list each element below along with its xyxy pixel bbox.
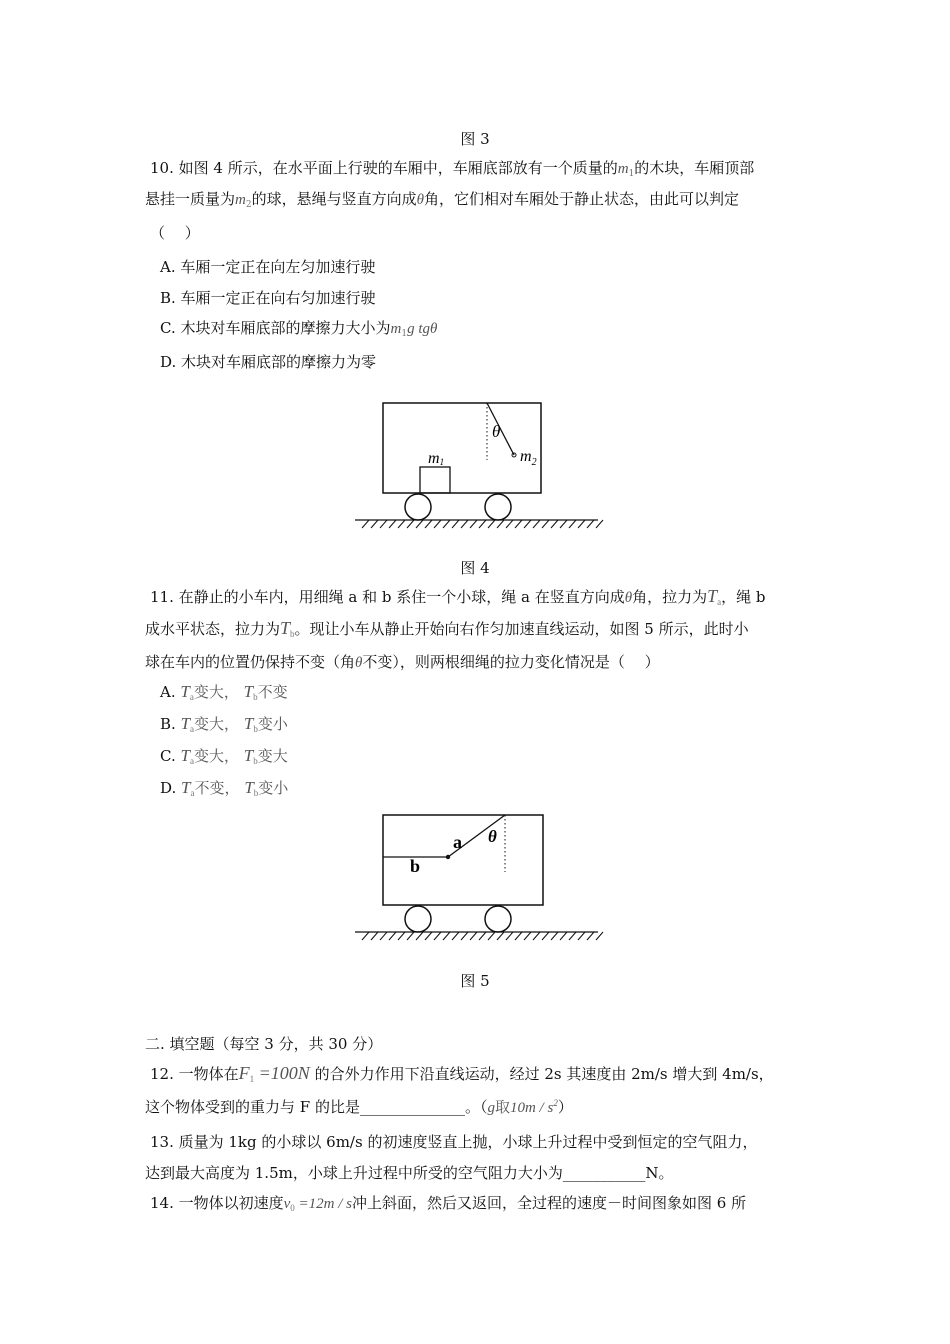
fig5-label-b: b bbox=[410, 856, 421, 876]
q11-d-ta: $T_a$ bbox=[181, 778, 195, 798]
hatch-line bbox=[398, 520, 405, 528]
q14-text-1a: 14. 一物体以初速度 bbox=[150, 1194, 284, 1212]
q11-b-ta: $T_a$ bbox=[180, 714, 195, 734]
fig5-label-a: a bbox=[453, 832, 462, 852]
q10-m1-sub: 1 bbox=[628, 169, 635, 179]
q11-b-letter: B. bbox=[160, 715, 176, 733]
question-10-line-1 bbox=[150, 157, 754, 179]
q11-d-1: 不变， bbox=[194, 779, 240, 797]
hatch-line bbox=[542, 520, 549, 528]
hatch-line bbox=[560, 932, 567, 940]
q11-text-3a: 球在车内的位置仍保持不变（角 bbox=[145, 653, 356, 671]
fig4-block bbox=[420, 467, 450, 493]
hatch-line bbox=[551, 932, 558, 940]
hatch-line bbox=[587, 932, 594, 940]
hatch-line bbox=[407, 520, 414, 528]
hatch-line bbox=[371, 932, 378, 940]
hatch-line bbox=[569, 932, 576, 940]
q12-text-2b: 取 bbox=[494, 1098, 510, 1116]
hatch-line bbox=[470, 520, 477, 528]
hatch-line bbox=[479, 520, 486, 528]
hatch-line bbox=[551, 520, 558, 528]
q10-option-c-sub: 1 bbox=[401, 329, 408, 339]
q11-c-ta: $T_a$ bbox=[180, 746, 194, 766]
q12-text-2c: ） bbox=[557, 1098, 573, 1116]
fig4-theta-label: θ bbox=[492, 422, 501, 441]
q10-m2: m bbox=[235, 192, 246, 208]
q12-g-sup: 2 bbox=[553, 1098, 558, 1108]
q10-text-1b: 的木块，车厢顶部 bbox=[634, 159, 755, 177]
q11-c-2: 变大 bbox=[257, 747, 288, 765]
q11-d-2: 变小 bbox=[258, 779, 289, 797]
fig4-m2-label bbox=[520, 448, 537, 468]
q12-g: g bbox=[487, 1100, 495, 1116]
q11-a-letter: A. bbox=[160, 683, 176, 701]
hatch-line bbox=[452, 932, 459, 940]
fig4-wheel-left bbox=[405, 494, 431, 520]
hatch-line bbox=[434, 932, 441, 940]
q10-option-c-expr: g tgθ bbox=[407, 321, 438, 337]
fig5-wheel-left bbox=[405, 906, 431, 932]
hatch-line bbox=[380, 932, 387, 940]
q11-text-1c: ，绳 b bbox=[721, 588, 766, 606]
q11-b-tb: $T_b$ bbox=[243, 714, 258, 734]
q10-option-d: D. 木块对车厢底部的摩擦力为零 bbox=[160, 353, 377, 371]
fig4-ground-hatch bbox=[362, 520, 603, 528]
q11-theta-2: θ bbox=[355, 655, 363, 671]
q11-c-1: 变大， bbox=[193, 747, 239, 765]
hatch-line bbox=[416, 932, 423, 940]
fig4-m1-main: m bbox=[428, 450, 440, 467]
q10-m1: m bbox=[617, 161, 629, 177]
hatch-line bbox=[596, 520, 603, 528]
q12-f-value: =100N bbox=[258, 1063, 310, 1083]
q11-a-1: 变大， bbox=[193, 683, 239, 701]
q14-text-1b: 冲上斜面，然后又返回，全过程的速度－时间图象如图 6 所 bbox=[352, 1194, 747, 1212]
q12-text-1a: 12. 一物体在 bbox=[150, 1065, 239, 1083]
q12-text-1b: 的合外力作用下沿直线运动，经过 2s 其速度由 2m/s 增大到 4m/s， bbox=[314, 1065, 774, 1083]
hatch-line bbox=[452, 520, 459, 528]
q12-g-value bbox=[510, 1100, 558, 1116]
q11-text-1b: 角，拉力为 bbox=[632, 588, 708, 606]
hatch-line bbox=[578, 520, 585, 528]
hatch-line bbox=[470, 932, 477, 940]
hatch-line bbox=[479, 932, 486, 940]
hatch-line bbox=[389, 932, 396, 940]
fig4-m1-label bbox=[428, 450, 444, 467]
question-13-line-2: 达到最大高度为 1.5m，小球上升过程中所受的空气阻力大小为___________N。 bbox=[145, 1164, 674, 1182]
hatch-line bbox=[380, 520, 387, 528]
q10-option-c-m: m bbox=[390, 321, 402, 337]
q10-m2-sub: 2 bbox=[245, 200, 252, 210]
q11-a-2: 不变 bbox=[257, 683, 288, 701]
q11-option-b bbox=[160, 713, 288, 734]
fig4-m2-sub: 2 bbox=[531, 457, 537, 468]
q12-f-sub: 1 bbox=[249, 1074, 255, 1084]
fig5-theta-label: θ bbox=[488, 827, 497, 846]
hatch-line bbox=[533, 520, 540, 528]
question-13-line-1: 13. 质量为 1kg 的小球以 6m/s 的初速度竖直上抛，小球上升过程中受到恒定的空气阻力， bbox=[150, 1133, 758, 1151]
q11-tb: $T_b$ bbox=[280, 618, 295, 639]
q10-text-2b: 的球，悬绳与竖直方向成 bbox=[251, 190, 417, 208]
q11-text-2a: 成水平状态，拉力为 bbox=[145, 620, 281, 638]
q11-c-letter: C. bbox=[160, 747, 176, 765]
q11-d-tb: $T_b$ bbox=[244, 778, 259, 798]
q14-v-sub: 0 bbox=[290, 1203, 295, 1213]
question-10-line-2 bbox=[145, 188, 739, 210]
hatch-line bbox=[515, 520, 522, 528]
hatch-line bbox=[587, 520, 594, 528]
q12-text-2a: 这个物体受到的重力与 F 的比是______________。（ bbox=[145, 1098, 488, 1116]
hatch-line bbox=[497, 520, 504, 528]
q10-option-c-text: C. 木块对车厢底部的摩擦力大小为 bbox=[160, 319, 391, 337]
q11-d-letter: D. bbox=[160, 779, 177, 797]
fig5-ball bbox=[446, 855, 450, 859]
fig4-wheel-right bbox=[485, 494, 511, 520]
q10-text-2a: 悬挂一质量为 bbox=[145, 190, 236, 208]
hatch-line bbox=[362, 932, 369, 940]
hatch-line bbox=[407, 932, 414, 940]
hatch-line bbox=[596, 932, 603, 940]
q11-c-tb: $T_b$ bbox=[243, 746, 258, 766]
hatch-line bbox=[443, 932, 450, 940]
q12-f: F bbox=[238, 1063, 250, 1083]
hatch-line bbox=[425, 932, 432, 940]
q11-text-1a: 11. 在静止的小车内，用细绳 a 和 b 系住一个小球，绳 a 在竖直方向成 bbox=[150, 588, 625, 606]
q11-ta: $T_a$ bbox=[707, 586, 722, 607]
q14-v0 bbox=[284, 1196, 352, 1212]
q11-theta: θ bbox=[624, 590, 633, 606]
fig5-cabin bbox=[383, 815, 543, 905]
figure-4-diagram bbox=[340, 395, 610, 535]
hatch-line bbox=[542, 932, 549, 940]
question-12-line-1 bbox=[150, 1063, 774, 1084]
question-11-line-1 bbox=[150, 586, 766, 607]
q10-option-c bbox=[160, 317, 437, 339]
q14-v: v bbox=[283, 1196, 291, 1212]
hatch-line bbox=[560, 520, 567, 528]
figure-4-caption: 图 4 bbox=[460, 559, 490, 577]
q11-option-d bbox=[160, 777, 288, 798]
q10-theta: θ bbox=[416, 192, 424, 208]
q11-b-1: 变大， bbox=[194, 715, 240, 733]
q14-v-value: =12m / s bbox=[298, 1196, 353, 1212]
hatch-line bbox=[362, 520, 369, 528]
q11-text-2b: 。现让小车从静止开始向右作匀加速直线运动，如图 5 所示，此时小 bbox=[294, 620, 749, 638]
q12-f1 bbox=[239, 1063, 310, 1083]
q11-a-tb: $T_b$ bbox=[243, 682, 258, 702]
q10-text-2c: 角，它们相对车厢处于静止状态，由此可以判定 bbox=[423, 190, 739, 208]
hatch-line bbox=[533, 932, 540, 940]
hatch-line bbox=[371, 520, 378, 528]
q10-option-a: A. 车厢一定正在向左匀加速行驶 bbox=[160, 258, 376, 276]
hatch-line bbox=[488, 520, 495, 528]
hatch-line bbox=[443, 520, 450, 528]
fig4-m1-sub: 1 bbox=[439, 457, 445, 467]
figure-5-caption: 图 5 bbox=[460, 972, 490, 990]
hatch-line bbox=[488, 932, 495, 940]
hatch-line bbox=[461, 520, 468, 528]
hatch-line bbox=[425, 520, 432, 528]
hatch-line bbox=[434, 520, 441, 528]
hatch-line bbox=[497, 932, 504, 940]
q11-option-a bbox=[160, 681, 288, 702]
q11-b-2: 变小 bbox=[257, 715, 288, 733]
question-11-line-3 bbox=[145, 651, 660, 672]
hatch-line bbox=[416, 520, 423, 528]
question-12-line-2 bbox=[145, 1096, 573, 1117]
hatch-line bbox=[461, 932, 468, 940]
q11-a-ta: $T_a$ bbox=[180, 682, 194, 702]
q10-option-b: B. 车厢一定正在向右匀加速行驶 bbox=[160, 289, 376, 307]
hatch-line bbox=[515, 932, 522, 940]
q12-g-expr: 10m / s bbox=[509, 1100, 554, 1116]
hatch-line bbox=[398, 932, 405, 940]
q11-option-c bbox=[160, 745, 288, 766]
hatch-line bbox=[506, 932, 513, 940]
figure-3-caption: 图 3 bbox=[460, 130, 490, 148]
fig5-ground-hatch bbox=[362, 932, 603, 940]
q11-text-3b: 不变），则两根细绳的拉力变化情况是（ ） bbox=[362, 653, 660, 671]
hatch-line bbox=[524, 520, 531, 528]
hatch-line bbox=[524, 932, 531, 940]
hatch-line bbox=[506, 520, 513, 528]
hatch-line bbox=[389, 520, 396, 528]
q10-text-1a: 10. 如图 4 所示，在水平面上行驶的车厢中，车厢底部放有一个质量的 bbox=[150, 159, 618, 177]
figure-5-diagram bbox=[340, 810, 610, 950]
hatch-line bbox=[578, 932, 585, 940]
fig5-wheel-right bbox=[485, 906, 511, 932]
question-14-line-1 bbox=[150, 1192, 746, 1213]
question-10-paren: （ ） bbox=[150, 224, 200, 242]
hatch-line bbox=[569, 520, 576, 528]
fig4-cabin bbox=[383, 403, 541, 493]
section-2-title: 二. 填空题（每空 3 分，共 30 分） bbox=[145, 1035, 383, 1053]
fig4-m2-main: m bbox=[520, 448, 532, 465]
question-11-line-2 bbox=[145, 618, 749, 639]
